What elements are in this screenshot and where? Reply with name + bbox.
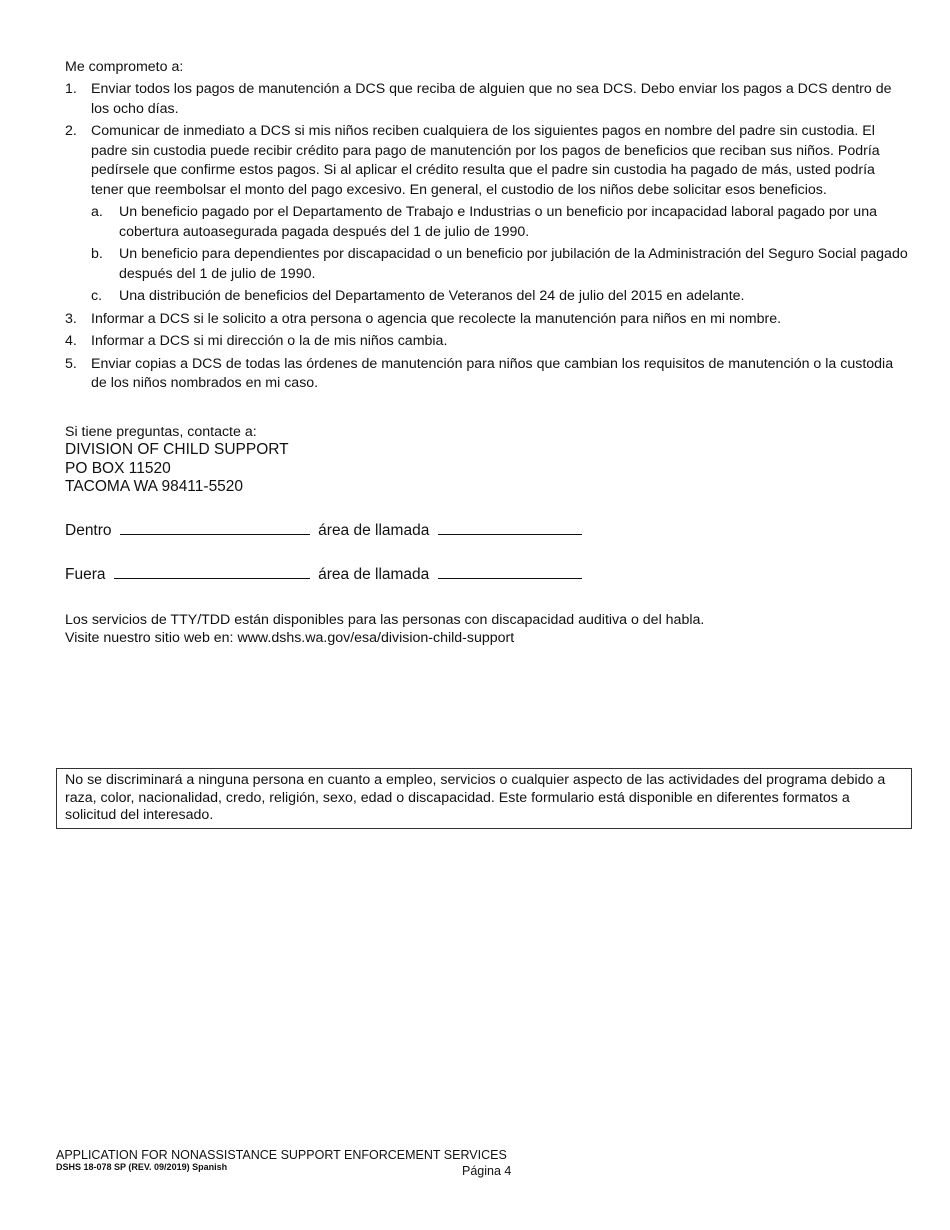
footer-page-number: Página 4 xyxy=(462,1164,512,1178)
sublist-item-b xyxy=(91,245,910,284)
inside-area-label: área de llamada xyxy=(318,522,430,539)
benefit-sublist xyxy=(91,203,910,307)
sublist-item-c xyxy=(91,287,910,307)
sublist-item-text: Un beneficio para dependientes por discapacidad o un beneficio por jubilación de la Administración del Seguro Social pagado después del 1 de julio de 1990. xyxy=(119,246,908,282)
outside-phone-row xyxy=(65,564,586,585)
website-line: Visite nuestro sitio web en: www.dshs.wa.gov/esa/division-child-support xyxy=(65,630,515,646)
inside-area-field[interactable] xyxy=(438,520,582,535)
footer-form-code: DSHS 18-078 SP (REV. 09/2019) Spanish xyxy=(56,1162,228,1172)
contact-address-line-3: TACOMA WA 98411-5520 xyxy=(65,478,244,495)
commitment-list xyxy=(65,80,910,397)
list-number: 5. xyxy=(65,355,77,372)
contact-address-line-2: PO BOX 11520 xyxy=(65,459,171,477)
outside-phone-field[interactable] xyxy=(114,564,310,579)
list-item-2 xyxy=(65,122,910,307)
sublist-item-text: Una distribución de beneficios del Departamento de Veteranos del 24 de julio del 2015 en adelante. xyxy=(119,288,745,304)
outside-area-label: área de llamada xyxy=(318,566,430,583)
list-number: 2. xyxy=(65,123,77,139)
sublist-letter: a. xyxy=(91,204,103,220)
list-item-4 xyxy=(65,332,910,352)
list-item-5 xyxy=(65,355,910,394)
contact-address-line-1: DIVISION OF CHILD SUPPORT xyxy=(65,441,289,458)
list-item-1 xyxy=(65,80,910,119)
sublist-letter: b. xyxy=(91,246,103,262)
nondiscrimination-notice: No se discriminará a ninguna persona en cuanto a empleo, servicios o cualquier aspecto de las actividades del programa debido a raza, color, nacionalidad, credo, religión, sexo, edad o discapacidad. Este formulario está disponible en diferentes formatos a solicitud del interesado. xyxy=(56,768,912,829)
inside-phone-row xyxy=(65,520,586,541)
footer-form-title: APPLICATION FOR NONASSISTANCE SUPPORT ENFORCEMENT SERVICES xyxy=(56,1148,507,1162)
list-number: 3. xyxy=(65,310,77,327)
tty-info xyxy=(65,611,704,647)
outside-label: Fuera xyxy=(65,566,106,583)
list-item-3 xyxy=(65,310,910,330)
tty-line: Los servicios de TTY/TDD están disponibles para las personas con discapacidad auditiva o del habla. xyxy=(65,612,705,628)
sublist-item-a xyxy=(91,203,910,242)
list-item-text: Informar a DCS si le solicito a otra persona o agencia que recolecte la manutención para niños en mi nombre. xyxy=(91,310,782,327)
commitment-intro: Me comprometo a: xyxy=(65,59,184,75)
sublist-item-text: Un beneficio pagado por el Departamento de Trabajo e Industrias o un beneficio por incapacidad laboral pagado por una cobertura autoasegurada pagada después del 1 de julio de 1990. xyxy=(119,204,877,240)
list-item-text: Comunicar de inmediato a DCS si mis niños reciben cualquiera de los siguientes pagos en nombre del padre sin custodia. El padre sin custodia puede recibir crédito para pago de manutención por los pagos de beneficios que reciban sus niños. Podría pedírsele que confirme estos pagos. Si al aplicar el crédito resulta que el padre sin custodia ha pagado de más, usted podría tener que reembolsar el monto del pago excesivo. En general, el custodio de los niños debe solicitar esos beneficios. xyxy=(91,123,880,198)
inside-phone-field[interactable] xyxy=(120,520,310,535)
contact-block xyxy=(65,424,289,497)
outside-area-field[interactable] xyxy=(438,564,582,579)
sublist-letter: c. xyxy=(91,288,103,304)
list-item-text: Enviar copias a DCS de todas las órdenes de manutención para niños que cambian los requisitos de manutención o la custodia de los niños nombrados en mi caso. xyxy=(91,355,894,391)
inside-label: Dentro xyxy=(65,522,112,539)
list-item-text: Informar a DCS si mi dirección o la de mis niños cambia. xyxy=(91,333,448,349)
list-number: 4. xyxy=(65,333,77,349)
contact-label: Si tiene preguntas, contacte a: xyxy=(65,424,257,440)
list-item-text: Enviar todos los pagos de manutención a DCS que reciba de alguien que no sea DCS. Debo enviar los pagos a DCS dentro de los ocho días. xyxy=(91,81,892,117)
list-number: 1. xyxy=(65,81,77,97)
